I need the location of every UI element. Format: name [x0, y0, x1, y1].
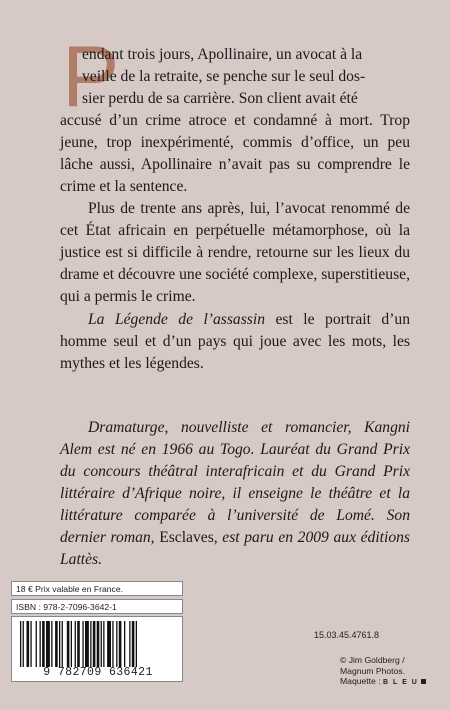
dropcap-letter: P	[62, 29, 120, 125]
author-bio	[60, 417, 410, 571]
square-icon	[421, 679, 426, 684]
bio-text-1: Dramaturge, nouvelliste et romancier, Kangni Alem est né en 1966 au Togo. Lauréat du Grand Prix du concours théâtral interafricain et du Grand Prix littéraire d’Afrique noire, il enseigne le théâtre et la littérature comparée à l’université de Lomé. Son dernier roman,	[60, 419, 410, 546]
dropcap-line-3: sier perdu de sa carrière. Son client avait été	[82, 90, 358, 107]
maquette-credit: Maquette : B L E U	[340, 676, 426, 689]
book-title: La Légende de l’assassin	[88, 311, 265, 328]
paragraph-3-text: est le portrait d’un homme seul et d’un pays qui joue avec les mots, les mythes et les légendes.	[60, 311, 410, 372]
photo-credit: © Jim Goldberg / Magnum Photos. Maquette : B L E U	[340, 655, 426, 689]
price-label: 18 € Prix valable en France.	[11, 581, 183, 596]
reference-number: 15.03.45.4761.8	[314, 630, 380, 640]
barcode	[11, 616, 183, 682]
isbn-label: ISBN : 978-2-7096-3642-1	[11, 599, 183, 614]
synopsis-paragraph-1	[60, 29, 410, 125]
bio-text-2: , est paru en 2009 aux éditions Lattès.	[60, 529, 410, 568]
barcode-number: 9 782709 636421	[43, 666, 153, 679]
dropcap-line-1: endant trois jours, Apollinaire, un avocat à la	[82, 46, 363, 63]
barcode-bars	[20, 621, 176, 669]
synopsis-paragraph-1-rest: accusé d’un crime atroce et condamné à mort. Trop jeune, trop inexpérimenté, commis d’office, un peu lâche aussi, Apollinaire n’avait pas su comprendre le crime et la sentence.	[60, 112, 410, 195]
dropcap-line-2: veille de la retraite, se penche sur le seul dos-	[82, 68, 366, 85]
synopsis-paragraph-2: Plus de trente ans après, lui, l’avocat renommé de cet État africain en perpétuelle métamorphose, où la justice est si difficile à rendre, retourne sur les lieux du drame et découvre une société complexe, superstitieuse, qui a permis le crime.	[60, 200, 410, 305]
synopsis-paragraph-3	[60, 309, 410, 375]
novel-title: Esclaves	[159, 529, 214, 546]
